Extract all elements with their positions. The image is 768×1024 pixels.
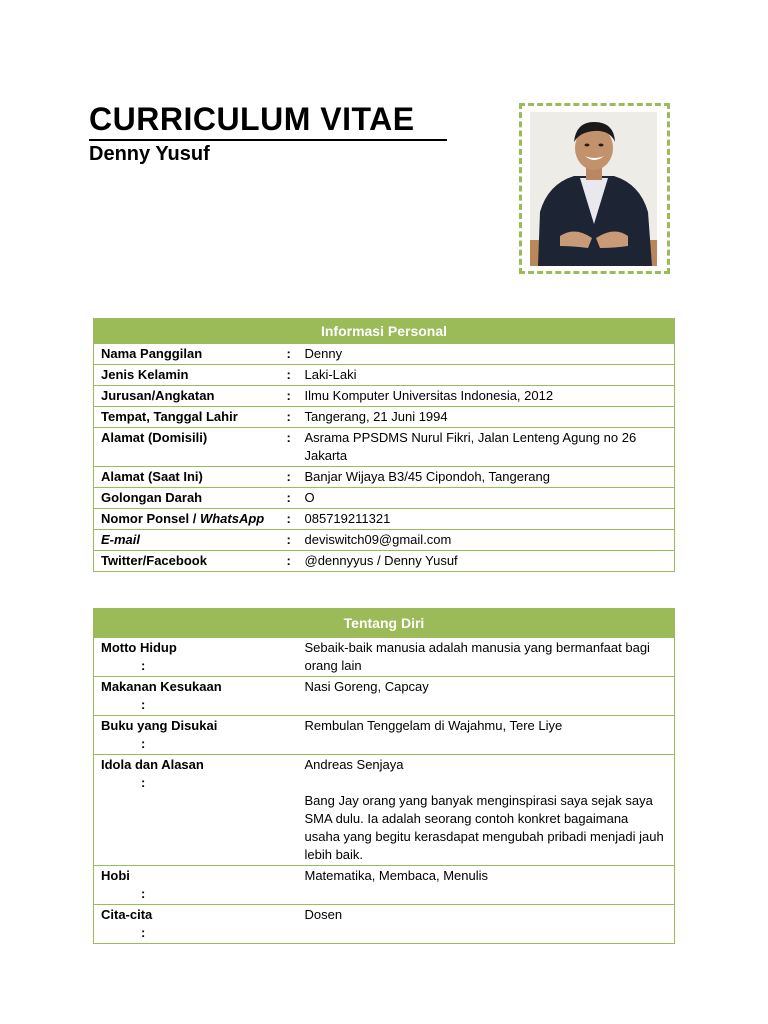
table-row: [94, 386, 675, 407]
personal-info-table: [93, 318, 675, 572]
row-label-text: Makanan Kesukaan: [101, 679, 222, 694]
about-table: [93, 608, 675, 944]
row-colon: :: [141, 886, 146, 901]
row-value: Ilmu Komputer Universitas Indonesia, 2012: [298, 386, 675, 407]
row-value: Laki-Laki: [298, 365, 675, 386]
row-colon: :: [141, 658, 146, 673]
row-colon: :: [141, 736, 146, 751]
row-colon: :: [280, 428, 298, 467]
table-row: [94, 530, 675, 551]
profile-photo: [530, 112, 657, 266]
row-value: Sebaik-baik manusia adalah manusia yang bermanfaat bagi orang lain: [298, 638, 675, 677]
person-name: Denny Yusuf: [89, 143, 210, 165]
row-label-text: Buku yang Disukai: [101, 718, 218, 733]
row-value: Denny: [298, 344, 675, 365]
row-colon: :: [280, 365, 298, 386]
row-label: Jurusan/Angkatan: [94, 386, 280, 407]
spacer: [305, 774, 668, 792]
row-value: Asrama PPSDMS Nurul Fikri, Jalan Lenteng Agung no 26 Jakarta: [298, 428, 675, 467]
row-value: O: [298, 488, 675, 509]
row-colon: :: [280, 467, 298, 488]
row-label: E-mail: [94, 530, 280, 551]
row-value: Tangerang, 21 Juni 1994: [298, 407, 675, 428]
row-colon: :: [280, 386, 298, 407]
table-row: [94, 344, 675, 365]
row-colon: :: [280, 488, 298, 509]
row-colon: :: [280, 407, 298, 428]
row-value: Banjar Wijaya B3/45 Cipondoh, Tangerang: [298, 467, 675, 488]
row-value: deviswitch09@gmail.com: [298, 530, 675, 551]
idol-reason: Bang Jay orang yang banyak menginspirasi saya sejak saya SMA dulu. Ia adalah seorang contoh konkret bagaimana usaha yang begitu kerasdapat mengubah pribadi menjadi jauh lebih baik.: [304, 793, 664, 862]
row-value: Matematika, Membaca, Menulis: [298, 866, 675, 905]
table-row: [94, 716, 675, 755]
profile-photo-frame: [519, 103, 670, 274]
row-value: Rembulan Tenggelam di Wajahmu, Tere Liye: [298, 716, 675, 755]
row-label-text: Hobi: [101, 868, 130, 883]
row-label-text: Motto Hidup: [101, 640, 177, 655]
table-row: [94, 467, 675, 488]
row-value: Nasi Goreng, Capcay: [298, 677, 675, 716]
person-photo-illustration: [530, 112, 657, 266]
table-row: [94, 866, 675, 905]
about-heading: Tentang Diri: [94, 609, 675, 638]
table-row: [94, 509, 675, 530]
row-label: Golongan Darah: [94, 488, 280, 509]
row-label: [94, 638, 298, 677]
row-label-italic: WhatsApp: [199, 511, 265, 526]
row-label: Nama Panggilan: [94, 344, 280, 365]
table-row: [94, 488, 675, 509]
row-label: Alamat (Domisili): [94, 428, 280, 467]
table-row: [94, 755, 675, 866]
row-value: @dennyyus / Denny Yusuf: [298, 551, 675, 572]
table-row: [94, 365, 675, 386]
row-label: Tempat, Tanggal Lahir: [94, 407, 280, 428]
row-colon: :: [141, 697, 146, 712]
row-colon: :: [141, 925, 146, 940]
row-label: [94, 509, 280, 530]
row-colon: :: [280, 509, 298, 530]
row-label: [94, 866, 298, 905]
row-value: [298, 755, 675, 866]
table-row: [94, 407, 675, 428]
row-value: 085719211321: [298, 509, 675, 530]
row-colon: :: [141, 775, 146, 790]
personal-info-heading: Informasi Personal: [94, 319, 675, 344]
row-colon: :: [280, 551, 298, 572]
row-colon: :: [280, 344, 298, 365]
row-label: Alamat (Saat Ini): [94, 467, 280, 488]
table-row: [94, 551, 675, 572]
row-label: [94, 677, 298, 716]
table-row: [94, 905, 675, 944]
table-row: [94, 677, 675, 716]
row-label-text: Idola dan Alasan: [101, 757, 204, 772]
page-title: CURRICULUM VITAE: [89, 100, 447, 141]
row-label-prefix: Nomor Ponsel /: [101, 511, 200, 526]
row-label: [94, 905, 298, 944]
row-label: Twitter/Facebook: [94, 551, 280, 572]
row-label-text: Cita-cita: [101, 907, 153, 922]
row-colon: :: [280, 530, 298, 551]
row-value: Dosen: [298, 905, 675, 944]
row-label: [94, 755, 298, 866]
row-label: Jenis Kelamin: [94, 365, 280, 386]
row-label: [94, 716, 298, 755]
table-row: [94, 428, 675, 467]
table-row: [94, 638, 675, 677]
idol-name: Andreas Senjaya: [304, 757, 404, 772]
